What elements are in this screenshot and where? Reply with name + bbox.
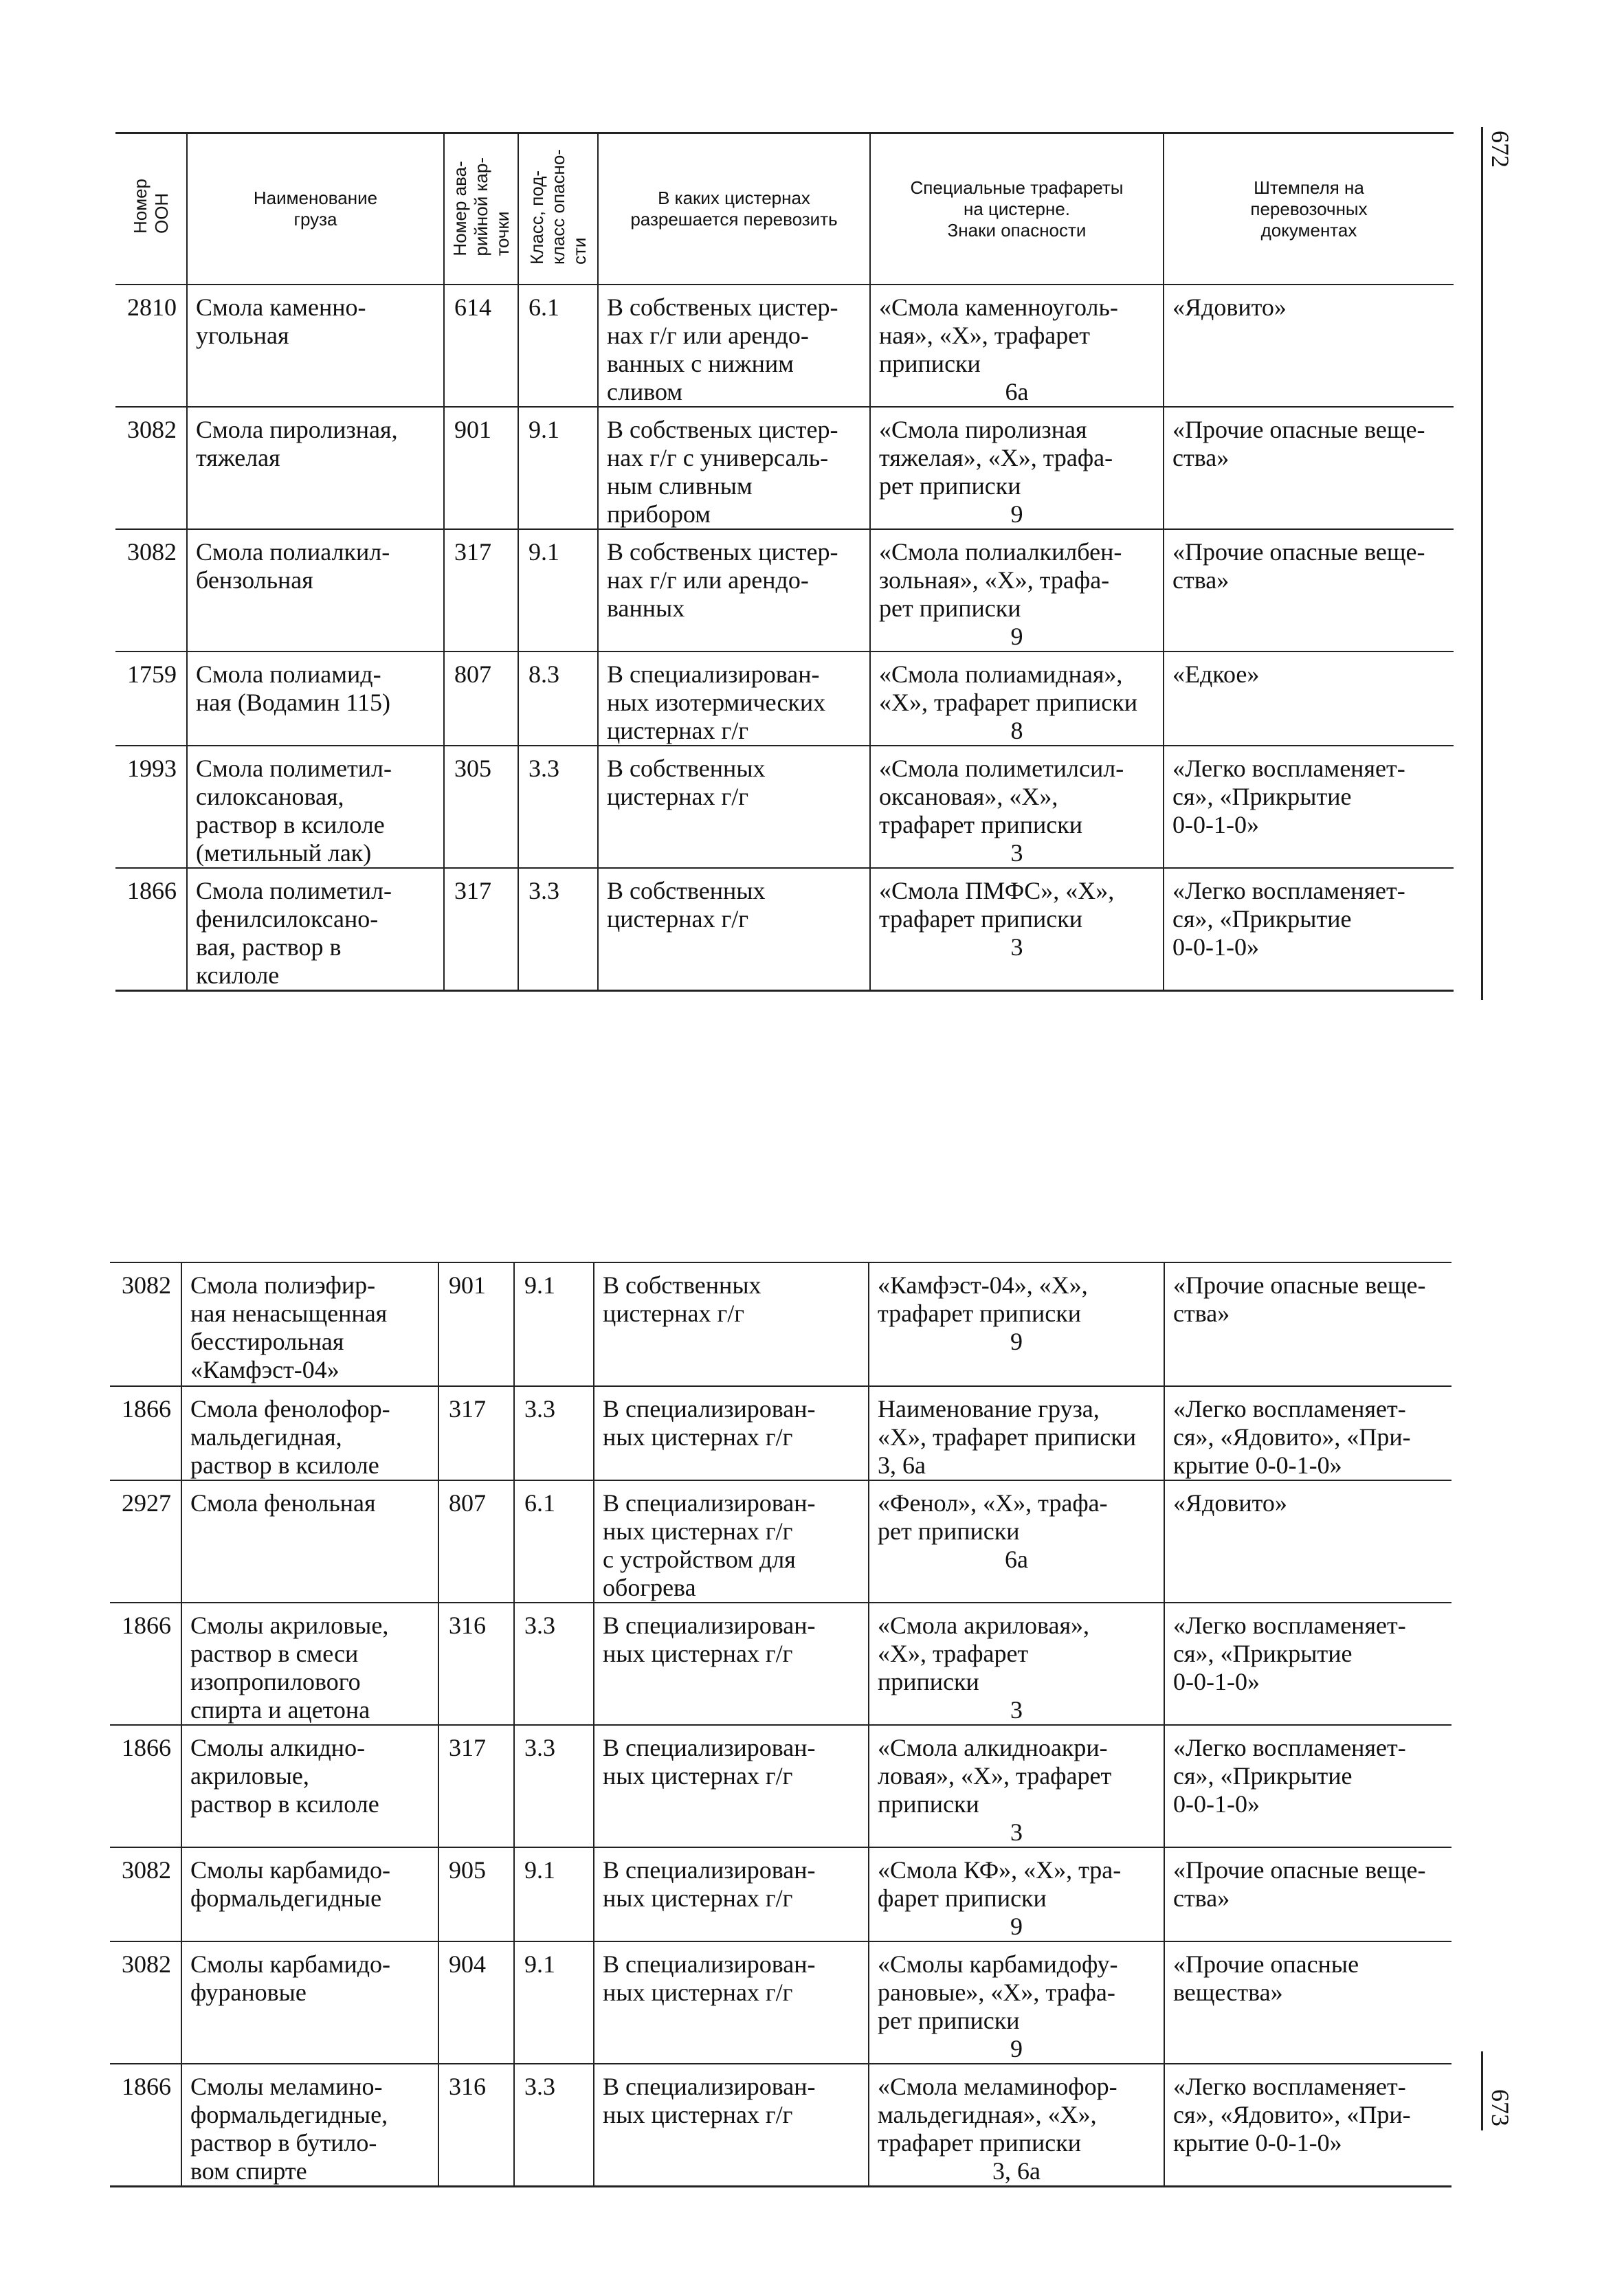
cell-tank: В специализирован- ных цистернах г/г <box>594 1941 869 2064</box>
cell-name: Смола фенолофор- мальдегидная, раствор в ксилоле <box>181 1386 438 1480</box>
cell-stencil: «Смола полиамидная», «Х», трафарет приписки 8 <box>870 651 1164 746</box>
hazard-sign: 3 <box>1010 1696 1023 1724</box>
cell-stencil: «Смола полиметилсил- оксановая», «Х», трафарет приписки 3 <box>870 746 1164 868</box>
cell-name: Смола полиамид- ная (Водамин 115) <box>187 651 444 746</box>
hazard-sign: 9 <box>1010 2035 1023 2062</box>
table-row <box>115 651 1454 746</box>
cell-name: Смолы алкидно- акриловые, раствор в ксилоле <box>181 1725 438 1847</box>
cell-name: Смола полиметил- силоксановая, раствор в ксилоле (метильный лак) <box>187 746 444 868</box>
cell-card: 317 <box>438 1725 514 1847</box>
cell-name: Смола фенольная <box>181 1480 438 1603</box>
cell-class: 9.1 <box>518 529 598 651</box>
cell-class: 9.1 <box>514 1847 594 1941</box>
cell-stencil: «Смола полиалкилбен- зольная», «Х», трафа- рет приписки 9 <box>870 529 1164 651</box>
table-row <box>110 2064 1451 2187</box>
cell-tank: В собственых цистер- нах г/г или арендо- ванных <box>598 529 870 651</box>
cell-class: 3.3 <box>514 1725 594 1847</box>
cell-class: 3.3 <box>518 868 598 991</box>
header-tanks: В каких цистернах разрешается перевозить <box>598 133 870 285</box>
cell-stamp: «Ядовито» <box>1164 285 1454 407</box>
header-stamps: Штемпеля на перевозочных документах <box>1164 133 1454 285</box>
cell-stamp: «Прочие опасные веще- ства» <box>1164 407 1454 529</box>
hazard-sign: 9 <box>1010 623 1023 650</box>
cell-tank: В собственых цистер- нах г/г с универсаль- ным сливным прибором <box>598 407 870 529</box>
header-cargo-name: Наименование груза <box>187 133 444 285</box>
cell-card: 807 <box>444 651 518 746</box>
cell-card: 316 <box>438 1603 514 1725</box>
table-row <box>110 1603 1451 1725</box>
cell-stamp: «Легко воспламеняет- ся», «Ядовито», «При- крытие 0-0-1-0» <box>1164 1386 1451 1480</box>
cell-card: 904 <box>438 1941 514 2064</box>
hazard-sign: 3 <box>1010 933 1023 961</box>
cell-stamp: «Прочие опасные вещества» <box>1164 1941 1451 2064</box>
cell-class: 9.1 <box>514 1262 594 1386</box>
cell-card: 901 <box>438 1262 514 1386</box>
hazard-sign: 9 <box>1010 1913 1023 1940</box>
cell-name: Смола полиэфир- ная ненасыщенная бесстирольная «Камфэст-04» <box>181 1262 438 1386</box>
hazard-sign: 3, 6а <box>992 2157 1041 2185</box>
cell-stamp: «Легко воспламеняет- ся», «Ядовито», «При- крытие 0-0-1-0» <box>1164 2064 1451 2187</box>
cell-stamp: «Легко воспламеняет- ся», «Прикрытие 0-0-1-0» <box>1164 1603 1451 1725</box>
page-number-bottom: 673 <box>1487 2089 1514 2126</box>
header-hazard-class: Класс, под- класс опасно- сти <box>518 133 598 285</box>
cell-un: 1866 <box>110 2064 181 2187</box>
cell-un: 3082 <box>110 1847 181 1941</box>
cell-card: 905 <box>438 1847 514 1941</box>
cargo-table-bottom <box>110 1262 1451 2187</box>
hazard-sign: 6а <box>1005 1546 1028 1573</box>
cell-name: Смола каменно- угольная <box>187 285 444 407</box>
hazard-sign: 3 <box>1010 839 1023 867</box>
cell-stencil: «Смола пиролизная тяжелая», «Х», трафа- рет приписки 9 <box>870 407 1164 529</box>
cell-un: 1993 <box>115 746 187 868</box>
table-header <box>115 133 1454 285</box>
cell-tank: В собственных цистернах г/г <box>598 746 870 868</box>
cell-stamp: «Прочие опасные веще- ства» <box>1164 1262 1451 1386</box>
page-number-top: 672 <box>1487 131 1514 168</box>
cell-stamp: «Легко воспламеняет- ся», «Прикрытие 0-0-1-0» <box>1164 746 1454 868</box>
cell-card: 901 <box>444 407 518 529</box>
right-margin-rule-top <box>1481 127 1483 1000</box>
right-margin-rule-bottom <box>1481 2051 1483 2130</box>
cell-tank: В специализирован- ных цистернах г/г <box>594 2064 869 2187</box>
cell-stencil: «Фенол», «Х», трафа- рет приписки 6а <box>869 1480 1164 1603</box>
cell-tank: В специализирован- ных цистернах г/г <box>594 1603 869 1725</box>
table-row <box>110 1725 1451 1847</box>
cell-tank: В специализирован- ных цистернах г/г <box>594 1386 869 1480</box>
cell-un: 2927 <box>110 1480 181 1603</box>
cell-class: 9.1 <box>518 407 598 529</box>
cell-name: Смола пиролизная, тяжелая <box>187 407 444 529</box>
cell-card: 316 <box>438 2064 514 2187</box>
cell-name: Смолы карбамидо- формальдегидные <box>181 1847 438 1941</box>
table-row <box>115 746 1454 868</box>
cell-stencil: «Смола алкидноакри- ловая», «Х», трафарет приписки 3 <box>869 1725 1164 1847</box>
cell-un: 1866 <box>110 1386 181 1480</box>
cell-stencil: «Смола акриловая», «Х», трафарет приписки 3 <box>869 1603 1164 1725</box>
cell-class: 3.3 <box>518 746 598 868</box>
table-row <box>115 285 1454 407</box>
table-row <box>110 1386 1451 1480</box>
table-row <box>110 1941 1451 2064</box>
cell-name: Смола полиалкил- бензольная <box>187 529 444 651</box>
cell-card: 317 <box>444 529 518 651</box>
cell-tank: В специализирован- ных изотермических цистернах г/г <box>598 651 870 746</box>
table-row <box>110 1847 1451 1941</box>
cell-stamp: «Прочие опасные веще- ства» <box>1164 529 1454 651</box>
cell-un: 3082 <box>110 1941 181 2064</box>
hazard-sign: 9 <box>1010 500 1023 528</box>
cell-tank: В специализирован- ных цистернах г/г <box>594 1847 869 1941</box>
cell-stencil: «Смола КФ», «Х», тра- фарет приписки 9 <box>869 1847 1164 1941</box>
cell-name: Смола полиметил- фенилсилоксано- вая, раствор в ксилоле <box>187 868 444 991</box>
table-row <box>115 868 1454 991</box>
cell-un: 3082 <box>115 407 187 529</box>
cell-class: 8.3 <box>518 651 598 746</box>
cell-card: 317 <box>444 868 518 991</box>
cell-un: 3082 <box>115 529 187 651</box>
cell-class: 6.1 <box>518 285 598 407</box>
cell-un: 1759 <box>115 651 187 746</box>
cell-card: 807 <box>438 1480 514 1603</box>
cell-stamp: «Легко воспламеняет- ся», «Прикрытие 0-0-1-0» <box>1164 1725 1451 1847</box>
hazard-sign: 9 <box>1010 1328 1023 1355</box>
cell-stencil: «Смолы карбамидофу- рановые», «Х», трафа- рет приписки 9 <box>869 1941 1164 2064</box>
cell-un: 2810 <box>115 285 187 407</box>
cell-tank: В собственных цистернах г/г <box>594 1262 869 1386</box>
cell-card: 614 <box>444 285 518 407</box>
header-stencils: Специальные трафареты на цистерне. Знаки опасности <box>870 133 1164 285</box>
cell-class: 6.1 <box>514 1480 594 1603</box>
cell-card: 317 <box>438 1386 514 1480</box>
cell-un: 1866 <box>110 1725 181 1847</box>
cell-stamp: «Легко воспламеняет- ся», «Прикрытие 0-0-1-0» <box>1164 868 1454 991</box>
cell-tank: В собственных цистернах г/г <box>598 868 870 991</box>
cell-un: 1866 <box>115 868 187 991</box>
cargo-table-top <box>115 132 1454 992</box>
table-row <box>110 1480 1451 1603</box>
cell-class: 3.3 <box>514 2064 594 2187</box>
cell-stencil: «Смола меламинофор- мальдегидная», «Х», трафарет приписки 3, 6а <box>869 2064 1164 2187</box>
cell-un: 1866 <box>110 1603 181 1725</box>
cell-stencil: «Смола каменноуголь- ная», «Х», трафарет приписки 6а <box>870 285 1164 407</box>
hazard-sign: 6а <box>1005 378 1029 405</box>
cell-class: 9.1 <box>514 1941 594 2064</box>
cell-name: Смолы акриловые, раствор в смеси изопропилового спирта и ацетона <box>181 1603 438 1725</box>
cell-tank: В специализирован- ных цистернах г/г с устройством для обогрева <box>594 1480 869 1603</box>
cell-name: Смолы карбамидо- фурановые <box>181 1941 438 2064</box>
cell-card: 305 <box>444 746 518 868</box>
header-un-number: Номер ООН <box>115 133 187 285</box>
cell-class: 3.3 <box>514 1386 594 1480</box>
cell-stamp: «Прочие опасные веще- ства» <box>1164 1847 1451 1941</box>
cell-tank: В собственых цистер- нах г/г или арендо- ванных с нижним сливом <box>598 285 870 407</box>
hazard-sign: 8 <box>1010 717 1023 744</box>
cell-stencil: «Камфэст-04», «Х», трафарет приписки 9 <box>869 1262 1164 1386</box>
cell-stencil: Наименование груза, «Х», трафарет приписки 3, 6а <box>869 1386 1164 1480</box>
hazard-sign: 3 <box>1010 1818 1023 1846</box>
cell-stamp: «Ядовито» <box>1164 1480 1451 1603</box>
table-row <box>115 529 1454 651</box>
table-row <box>110 1262 1451 1386</box>
table-row <box>115 407 1454 529</box>
header-card-number: Номер ава- рийной кар- точки <box>444 133 518 285</box>
cell-stencil: «Смола ПМФС», «Х», трафарет приписки 3 <box>870 868 1164 991</box>
cell-tank: В специализирован- ных цистернах г/г <box>594 1725 869 1847</box>
cell-name: Смолы меламино- формальдегидные, раствор в бутило- вом спирте <box>181 2064 438 2187</box>
cell-stamp: «Едкое» <box>1164 651 1454 746</box>
cell-class: 3.3 <box>514 1603 594 1725</box>
cell-un: 3082 <box>110 1262 181 1386</box>
